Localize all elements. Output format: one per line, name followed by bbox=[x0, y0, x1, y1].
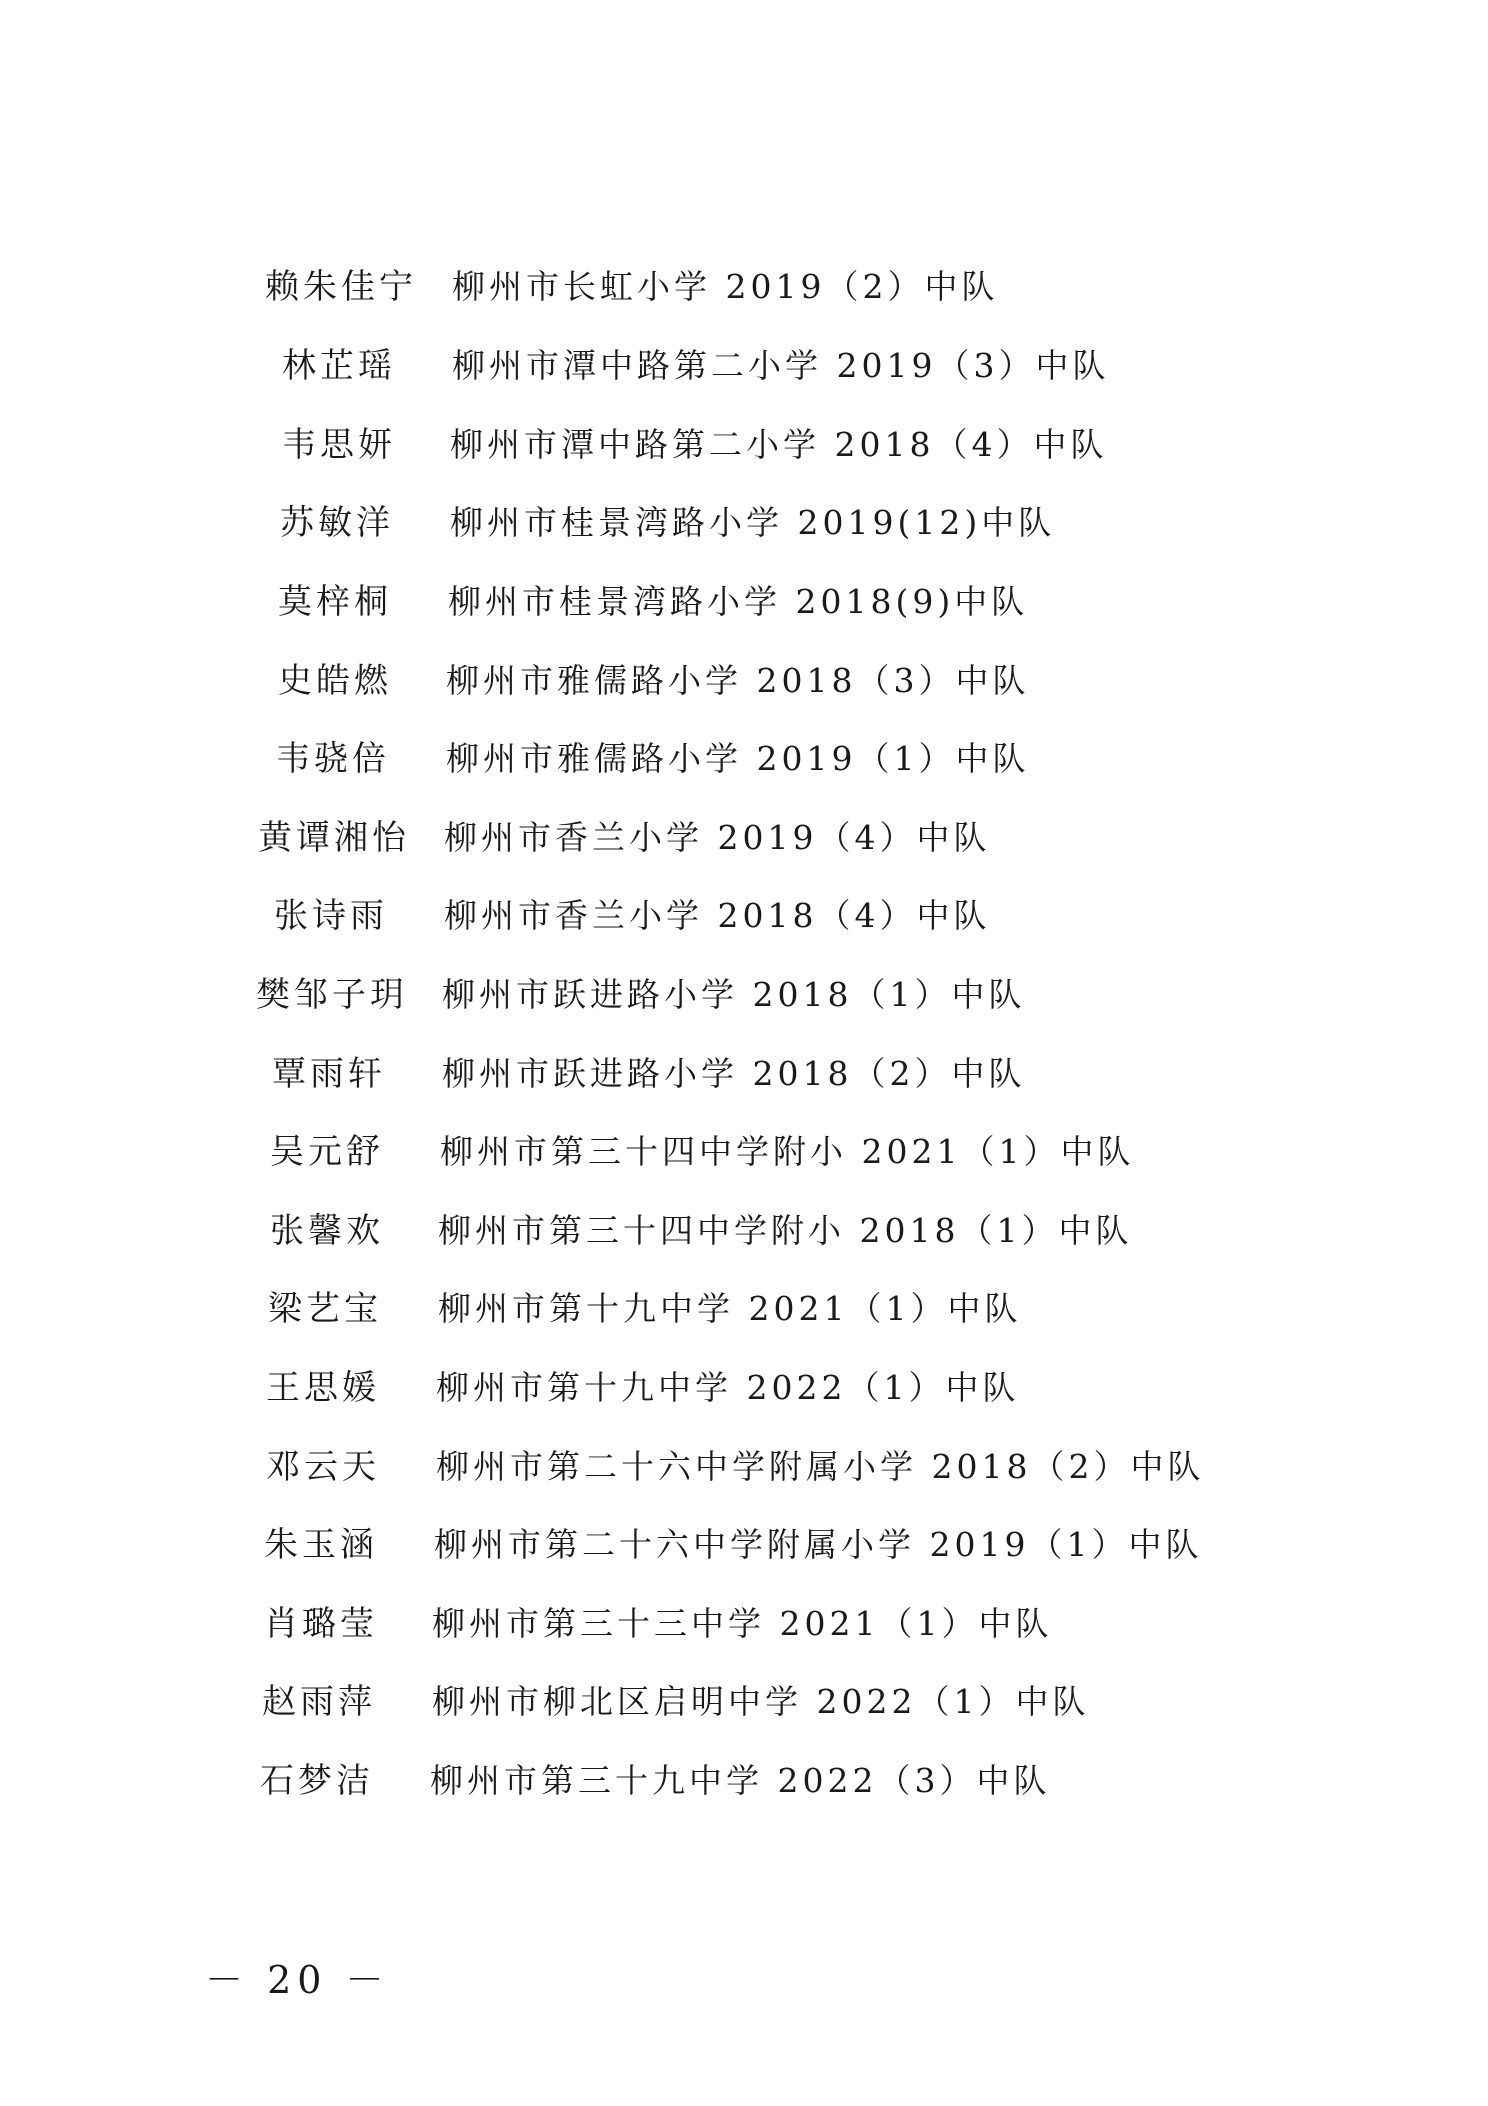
list-item bbox=[0, 1756, 1488, 1806]
honoree-unit: 柳州市第三十四中学附小 2021（1）中队 bbox=[440, 1132, 1135, 1171]
honoree-unit: 柳州市第三十四中学附小 2018（1）中队 bbox=[438, 1211, 1133, 1250]
honoree-unit: 柳州市第十九中学 2021（1）中队 bbox=[438, 1289, 1022, 1328]
honoree-name: 王思媛 bbox=[266, 1368, 380, 1408]
honoree-name: 张馨欢 bbox=[270, 1211, 384, 1251]
honoree-name: 石梦洁 bbox=[260, 1761, 374, 1801]
honoree-name: 樊邹子玥 bbox=[256, 975, 408, 1015]
honoree-name: 肖璐莹 bbox=[264, 1604, 378, 1644]
list-item bbox=[0, 656, 1488, 706]
honoree-name: 莫梓桐 bbox=[278, 582, 392, 622]
honoree-unit: 柳州市第二十六中学附属小学 2018（2）中队 bbox=[436, 1447, 1205, 1486]
list-item bbox=[0, 1206, 1488, 1256]
honoree-name: 林芷瑶 bbox=[282, 346, 396, 386]
list-item bbox=[0, 341, 1488, 391]
list-item bbox=[0, 734, 1488, 784]
honoree-unit: 柳州市长虹小学 2019（2）中队 bbox=[452, 267, 999, 306]
honoree-name: 苏敏洋 bbox=[280, 503, 394, 543]
list-item bbox=[0, 1049, 1488, 1099]
honoree-unit: 柳州市雅儒路小学 2019（1）中队 bbox=[446, 739, 1030, 778]
honoree-unit: 柳州市柳北区启明中学 2022（1）中队 bbox=[432, 1682, 1090, 1721]
honoree-name: 张诗雨 bbox=[274, 896, 388, 936]
list-item bbox=[0, 498, 1488, 548]
honoree-unit: 柳州市桂景湾路小学 2019(12)中队 bbox=[450, 503, 1056, 542]
honoree-name: 朱玉涵 bbox=[264, 1525, 378, 1565]
honoree-unit: 柳州市香兰小学 2018（4）中队 bbox=[444, 896, 991, 935]
list-item bbox=[0, 1127, 1488, 1177]
honoree-unit: 柳州市第十九中学 2022（1）中队 bbox=[436, 1368, 1020, 1407]
list-item bbox=[0, 577, 1488, 627]
honoree-unit: 柳州市第二十六中学附属小学 2019（1）中队 bbox=[434, 1525, 1203, 1564]
honoree-unit: 柳州市跃进路小学 2018（1）中队 bbox=[442, 975, 1026, 1014]
list-item bbox=[0, 891, 1488, 941]
honoree-unit: 柳州市香兰小学 2019（4）中队 bbox=[444, 818, 991, 857]
honoree-name: 覃雨轩 bbox=[272, 1054, 386, 1094]
list-item bbox=[0, 1677, 1488, 1727]
honoree-name: 史皓燃 bbox=[278, 661, 392, 701]
honoree-name: 赵雨萍 bbox=[262, 1682, 376, 1722]
list-item bbox=[0, 1284, 1488, 1334]
list-item bbox=[0, 1363, 1488, 1413]
honoree-name: 韦思妍 bbox=[282, 425, 396, 465]
honoree-unit: 柳州市潭中路第二小学 2019（3）中队 bbox=[452, 346, 1110, 385]
honoree-name: 梁艺宝 bbox=[268, 1289, 382, 1329]
honoree-name: 吴元舒 bbox=[270, 1132, 384, 1172]
honoree-name: 赖朱佳宁 bbox=[265, 267, 417, 307]
honoree-name: 韦骁倍 bbox=[276, 739, 390, 779]
honoree-name: 黄谭湘怡 bbox=[258, 818, 410, 858]
honoree-unit: 柳州市桂景湾路小学 2018(9)中队 bbox=[448, 582, 1029, 621]
honoree-name: 邓云天 bbox=[266, 1447, 380, 1487]
list-item bbox=[0, 420, 1488, 470]
list-item bbox=[0, 1520, 1488, 1570]
page-number: － 20 － bbox=[205, 1958, 390, 2002]
list-item bbox=[0, 1442, 1488, 1492]
list-item bbox=[0, 1599, 1488, 1649]
honoree-unit: 柳州市跃进路小学 2018（2）中队 bbox=[442, 1054, 1026, 1093]
honoree-unit: 柳州市雅儒路小学 2018（3）中队 bbox=[446, 661, 1030, 700]
honoree-unit: 柳州市第三十九中学 2022（3）中队 bbox=[430, 1761, 1051, 1800]
list-item bbox=[0, 813, 1488, 863]
honoree-unit: 柳州市潭中路第二小学 2018（4）中队 bbox=[450, 425, 1108, 464]
list-item bbox=[0, 262, 1488, 312]
honoree-unit: 柳州市第三十三中学 2021（1）中队 bbox=[432, 1604, 1053, 1643]
list-item bbox=[0, 970, 1488, 1020]
